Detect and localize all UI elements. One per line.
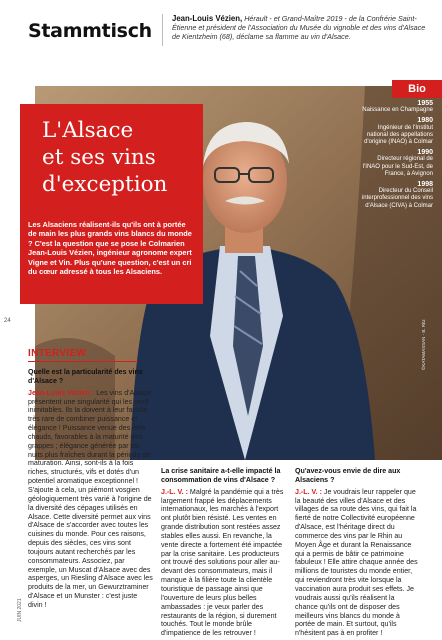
bio-text: Ingénieur de l'Institut national des appellations d'origine (INAO) à Colmar bbox=[364, 124, 433, 146]
speaker-name: J.-L. V. : bbox=[161, 487, 188, 496]
magazine-section-title: Stammtisch bbox=[28, 20, 152, 42]
bio-text: Naissance en Champagne bbox=[362, 107, 433, 114]
interview-divider bbox=[28, 361, 138, 362]
bio-year: 1990 bbox=[417, 149, 433, 157]
speaker-name: J.-L. V. : bbox=[295, 487, 322, 496]
question-2: La crise sanitaire a-t-elle impacté la consommation de vins d'Alsace ? bbox=[161, 467, 281, 484]
bio-text: Directeur du Conseil interprofessionnel des vins d'Alsace (CIVA) à Colmar bbox=[361, 188, 433, 209]
title-line-3: d'exception bbox=[42, 172, 168, 197]
bio-timeline bbox=[360, 97, 433, 212]
header-divider bbox=[162, 14, 163, 46]
bio-year: 1998 bbox=[417, 181, 433, 189]
intro-name: Jean-Louis Vézien, bbox=[172, 14, 243, 23]
title-line-2: et ses vins bbox=[42, 145, 156, 170]
page-number: 24 bbox=[4, 318, 11, 324]
answer-2-text: Malgré la pandémie qui a très largement frappé les déplacements internationaux, les marchés à l'export ont plutôt bien résisté. Les ventes en grande distribution sont restées assez stables elles aussi. En revanche, la vente directe a fortement été impactée par la crise sanitaire. Les producteurs ont trouvé des solutions pour aller au-devant des consommateurs, mais il manque à la filière toute la clientèle touristique de passage ainsi que l'ouverture de leurs plus belles ambassades : je veux parler des restaurants de la région, si durement touchés. Tout le monde brûle d'impatience de les retrouver ! bbox=[161, 487, 284, 638]
bio-text: Directeur régional de l'INAO pour le Sud-Est, de France, à Avignon bbox=[362, 156, 433, 177]
intro-text: Hérault - et Grand-Maître 2019 - de la Confrérie Saint-Étienne et président de l'Association du Musée du vignoble et des vins d'Alsace de Kientzheim (68), déclame sa flamme au vin d'Alsace. bbox=[172, 14, 426, 42]
question-1: Quelle est la particularité des vins d'Alsace ? bbox=[28, 368, 143, 385]
header-intro bbox=[172, 14, 434, 42]
bio-heading: Bio bbox=[392, 80, 442, 98]
answer-3-text: Je voudrais leur rappeler que la beauté des villes d'Alsace et des villages de sa route des vins, qui fait la fierté de notre Collectivité européenne d'Alsace, est l'héritage direct du commerce des vins par le Rhin au Moyen Âge et durant la Renaissance qui a permis de bâtir ce patrimoine fabuleux ! Elle attire chaque année des millions de touristes du monde entier, qui reviendront très vite lorsque la vaccination aura produit ses effets. Je voudrais aussi qu'ils réalisent la chance qu'ils ont de disposer des meilleurs vins blancs du monde à portée de main. Et surtout, qu'ils n'hésitent pas à en profiter ! bbox=[295, 487, 418, 638]
interview-label: INTERVIEW bbox=[28, 348, 87, 359]
bio-year: 1980 bbox=[417, 117, 433, 125]
title-box bbox=[20, 104, 203, 304]
photo-credit: ©KATAMASSAN - B. Ritz bbox=[421, 319, 426, 370]
speaker-name: Jean-Louis Vézien : bbox=[28, 388, 95, 397]
article-lead: Les Alsaciens réalisent-ils qu'ils ont à portée de main les plus grands vins blancs du monde ? C'est la question que se pose le Colmarien Jean-Louis Vézien, ingénieur agronome expert Vigne et Vin. Plus qu'une question, c'est un cri du cœur adressé à tous les Alsaciens. bbox=[28, 220, 192, 277]
page-header bbox=[0, 0, 442, 58]
question-3: Qu'avez-vous envie de dire aux Alsaciens ? bbox=[295, 467, 401, 484]
article-title bbox=[42, 117, 167, 198]
title-line-1: L'Alsace bbox=[42, 118, 134, 143]
interview-column-2 bbox=[161, 467, 286, 638]
bio-year: 1955 bbox=[417, 100, 433, 107]
answer-3 bbox=[295, 488, 419, 638]
interview-column-3 bbox=[295, 467, 419, 638]
answer-1-text: Les vins d'Alsace présentent une singularité qui les rend inimitables. Ils la doivent à leur faculté très rare de combiner puissance et élégance ! Puissance venue des étés chauds, favorables à la maturité des grappes ; élégance générée par les nuits plus fraîches durant la période de maturation. Ainsi, sont-ils à la fois riches, structurés, vifs et dotés d'un potentiel aromatique exceptionnel ! S'ajoute à cela, un piémont vosgien géologiquement très varié à l'origine de la diversité des cépages utilisés en Alsace. Cette diversité permet aux vins d'Alsace de s'accorder avec toutes les cuisines du monde. Pour ces raisons, depuis des siècles, ces vins sont toujours autant recherchés par les consommateurs. Associez, par exemple, un Muscat d'Alsace avec des asperges, un Riesling d'Alsace avec les produits de la mer, un Gewurztraminer d'Alsace et un Munster : c'est juste divin ! bbox=[28, 388, 153, 609]
answer-1 bbox=[28, 389, 153, 610]
side-date: JUIN 2021 bbox=[17, 598, 23, 622]
answer-2 bbox=[161, 488, 286, 638]
interview-column-1 bbox=[28, 368, 153, 610]
